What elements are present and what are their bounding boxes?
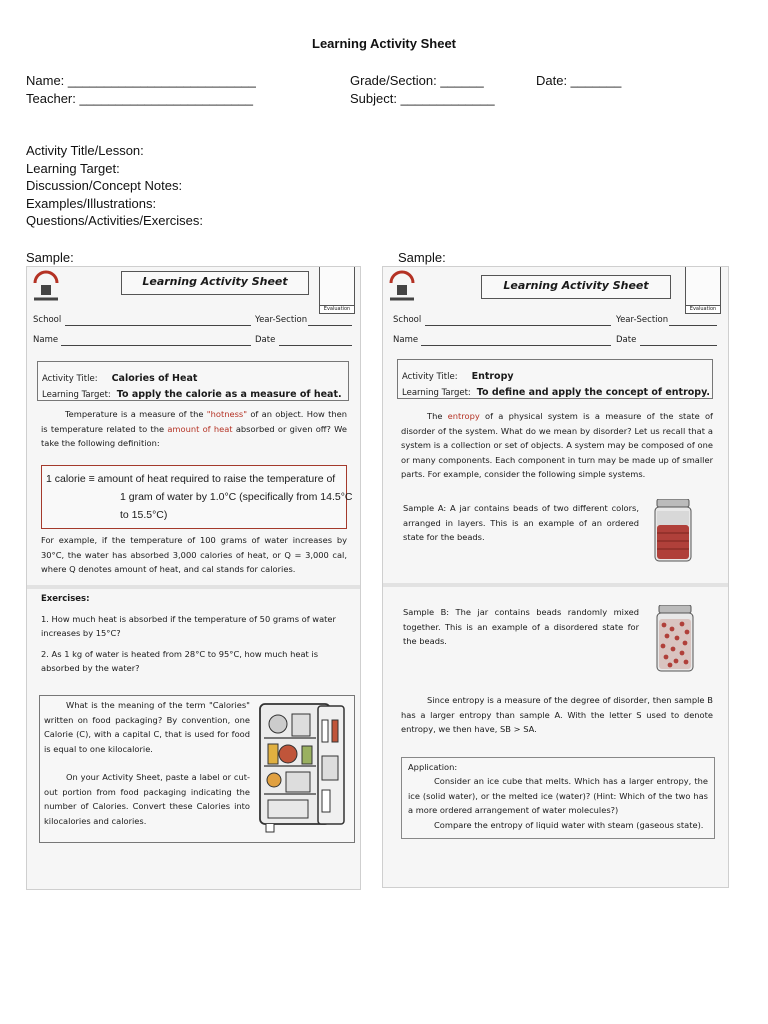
year-section-label: Year-Section (255, 315, 308, 325)
exercise-1: 1. How much heat is absorbed if the temperature of 50 grams of water increases by 15°C? (41, 614, 336, 638)
calorie-definition-box (41, 465, 353, 529)
definition-line-2: 1 gram of water by 1.0°C (specifically from 14.5°C (120, 491, 353, 503)
school-line (425, 325, 611, 326)
section-examples: Examples/Illustrations: (26, 195, 157, 211)
application-question-2: Compare the entropy of liquid water with steam (gaseous state). (434, 820, 704, 830)
year-section-line (669, 325, 717, 326)
section-learning-target: Learning Target: (26, 160, 120, 176)
exercise-2: 2. As 1 kg of water is heated from 28°C to 95°C, how much heat is absorbed by the water? (41, 649, 319, 673)
entropy-highlight: entropy (447, 411, 480, 421)
section-questions: Questions/Activities/Exercises: (26, 213, 204, 228)
sheet-title: Learning Activity Sheet (312, 36, 456, 51)
activity-title-value: Entropy (471, 371, 514, 382)
sheet-date-line (640, 345, 717, 346)
hotness-highlight: "hotness" (206, 409, 248, 419)
intro-text-2: of a physical system is a measure of the state of disorder of the system. What do we mean by disorder? Let us recall that a system is a collection or set of objects. A system may be composed of one or many components. Each component in turn may be made up of smaller parts. For example, consider the following simple systems. (401, 411, 713, 479)
evaluation-label: Evaluation (685, 305, 721, 314)
activity-title-value: Calories of Heat (111, 373, 198, 384)
application-box (401, 757, 715, 839)
school-label: School (33, 315, 62, 325)
example-paragraph: For example, if the temperature of 100 grams of water increases by 30°C, the water has absorbed 3,000 calories of heat, or Q = 3,000 cal, where Q denotes amount of heat, and cal stands for calories. (41, 535, 347, 574)
definition-line-3: to 15.5°C) (120, 509, 168, 521)
amount-of-heat-highlight: amount of heat (167, 423, 233, 434)
year-section-label: Year-Section (616, 315, 669, 325)
section-list (26, 142, 203, 230)
school-logo-icon (387, 269, 417, 303)
entropy-conclusion: Since entropy is a measure of the degree of disorder, then sample B has a larger entropy than sample A. With the letter S used to denote entropy, we then have, SB > SA. (401, 695, 713, 734)
evaluation-label: Evaluation (319, 305, 355, 314)
application-question-1: Consider an ice cube that melts. Which has a larger entropy, the ice (solid water), or the melted ice (water)? (Hint: Which of the two has a more ordered arrangement of water molecules?) (408, 776, 708, 815)
refrigerator-icon (256, 700, 348, 838)
intro-text-2: of an object. How then is temperature related to the (41, 409, 347, 434)
student-name-label: Name (393, 335, 419, 345)
activity-info-box (37, 361, 349, 401)
section-discussion: Discussion/Concept Notes: (26, 178, 183, 193)
name-field: Name: __________________________ (26, 73, 256, 88)
application-label: Application: (408, 762, 458, 772)
section-activity-title: Activity Title/Lesson: (26, 143, 144, 158)
intro-text-1: Temperature is a measure of the (65, 409, 207, 419)
learning-target-label: Learning Target: (402, 388, 471, 398)
ordered-jar-icon (653, 499, 693, 563)
exercises-heading: Exercises: (41, 594, 90, 604)
school-logo-icon (31, 269, 61, 303)
date-field: Date: _______ (536, 73, 622, 88)
sample-label-left: Sample: (26, 250, 74, 265)
disordered-jar-icon (655, 605, 695, 673)
student-name-label: Name (33, 335, 59, 345)
definition-line-1: 1 calorie ≡ amount of heat required to raise the temperature of (46, 473, 336, 485)
grade-section-field: Grade/Section: ______ (350, 73, 484, 88)
year-section-line (308, 325, 352, 326)
teacher-field: Teacher: ________________________ (26, 91, 253, 106)
calories-meaning-text: What is the meaning of the term "Calories" written on food packaging? By convention, one Calorie (C), with a capital C, that is used for food is equal to one kilocalorie. (44, 700, 250, 754)
intro-text-1: The (427, 411, 448, 421)
activity-title-label: Activity Title: (42, 374, 98, 384)
sample-label-right: Sample: (398, 250, 446, 265)
sheet-title-box: Learning Activity Sheet (121, 271, 309, 295)
learning-target-value: To define and apply the concept of entropy. (476, 387, 711, 398)
school-label: School (393, 315, 422, 325)
intro-paragraph (41, 407, 347, 451)
sheet-date-label: Date (616, 335, 637, 345)
student-name-line (421, 345, 611, 346)
learning-target-label: Learning Target: (42, 390, 111, 400)
sample-sheet-calories (26, 266, 361, 890)
sample-sheet-entropy (382, 266, 729, 888)
activity-info-box (397, 359, 713, 399)
student-name-line (61, 345, 251, 346)
sheet-date-line (279, 345, 352, 346)
sheet-date-label: Date (255, 335, 276, 345)
calories-box (39, 695, 355, 843)
learning-target-value: To apply the calorie as a measure of heat. (116, 389, 342, 400)
subject-field: Subject: _____________ (350, 91, 495, 106)
sheet-title-box: Learning Activity Sheet (481, 275, 671, 299)
entropy-intro-paragraph (401, 409, 713, 482)
school-line (65, 325, 251, 326)
sample-a-text: Sample A: A jar contains beads of two different colors, arranged in layers. This is an example of an ordered state for the beads. (403, 503, 639, 542)
calories-task-text: On your Activity Sheet, paste a label or cut-out portion from food packaging indicating the number of Calories. Convert these Calories into kilocalories and calories. (44, 772, 250, 826)
activity-title-label: Activity Title: (402, 372, 458, 382)
sample-b-text: Sample B: The jar contains beads randomly mixed together. This is an example of a disordered state for the beads. (403, 607, 639, 646)
intro-text-3: absorbed or given off? We take the following definition: (41, 423, 347, 448)
